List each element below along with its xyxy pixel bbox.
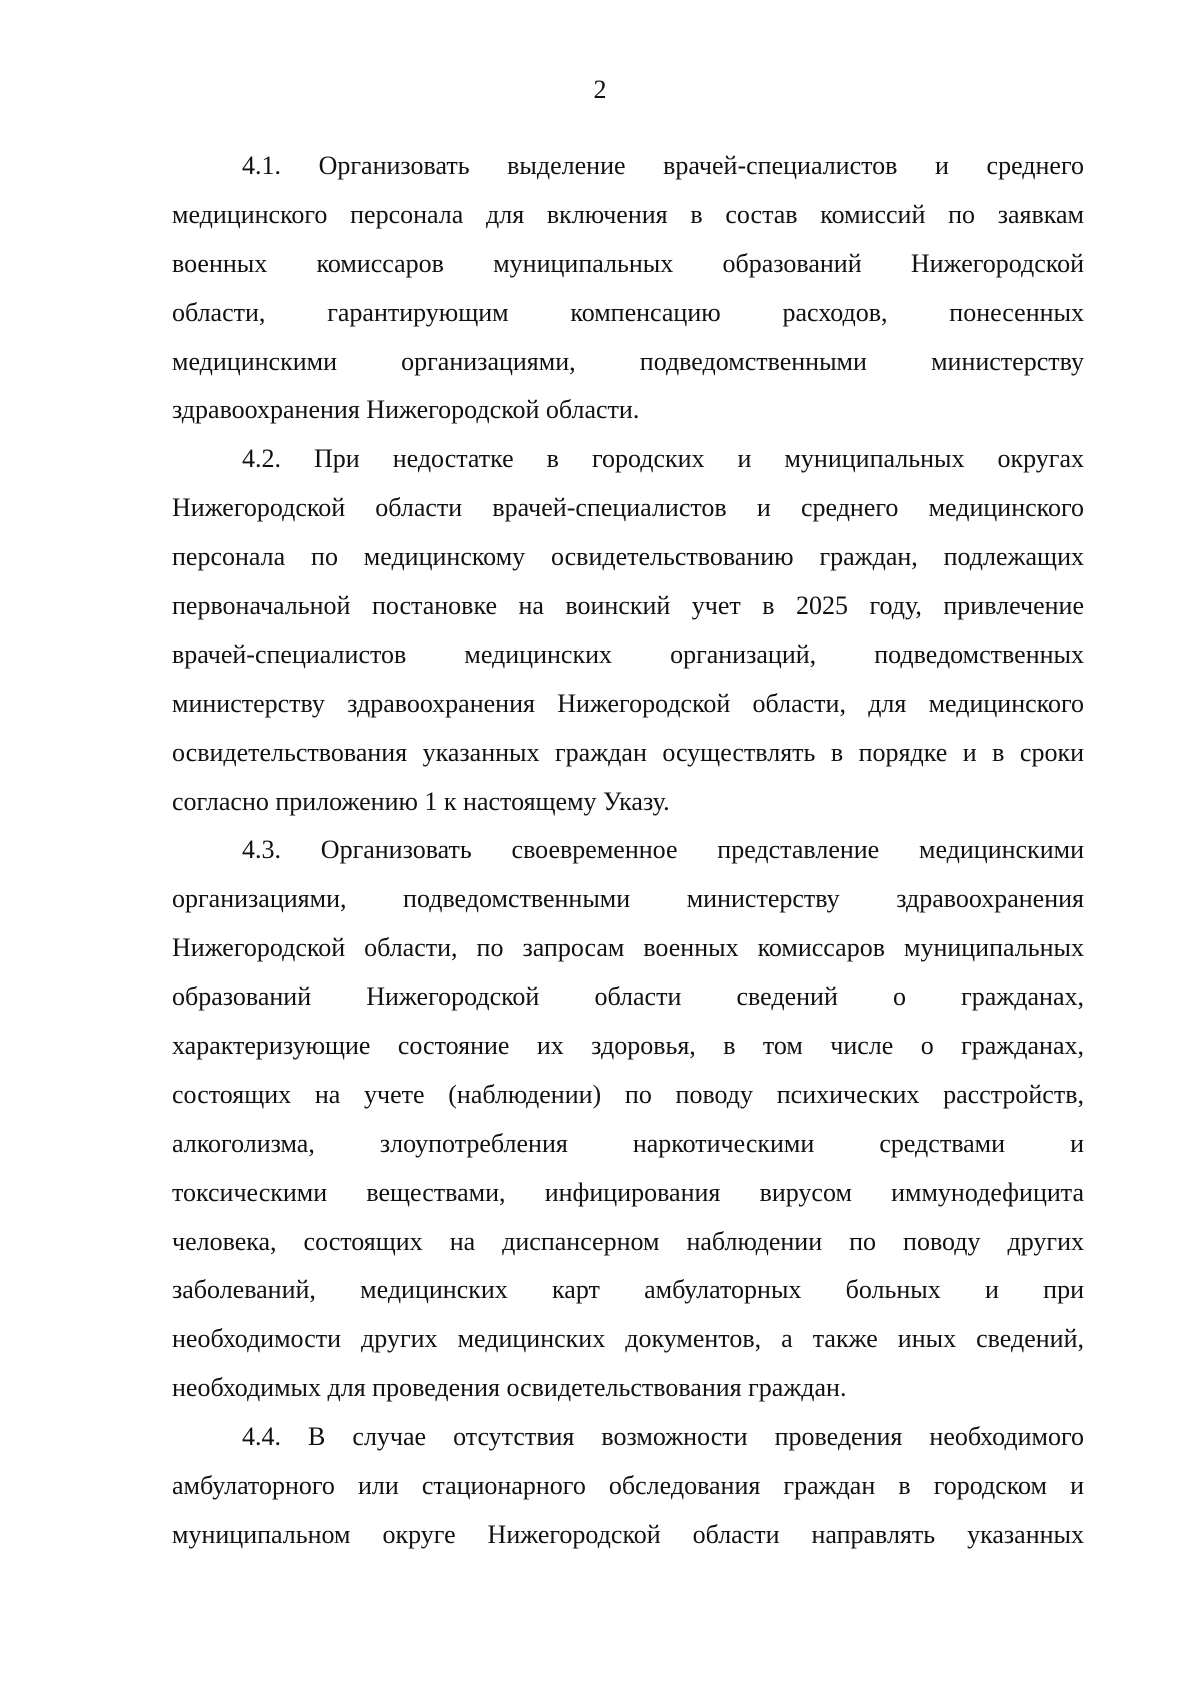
document-body <box>172 142 1084 1560</box>
paragraph-4-3 <box>172 826 1084 1413</box>
text-line: согласно приложению 1 к настоящему Указу. <box>172 786 670 816</box>
text-line: области, гарантирующим компенсацию расходов, понесенных <box>172 297 1084 327</box>
text-line: заболеваний, медицинских карт амбулаторных больных и при <box>172 1275 1084 1305</box>
text-line: 4.2. При недостатке в городских и муниципальных округах <box>242 444 1084 474</box>
text-line: характеризующие состояние их здоровья, в том числе о гражданах, <box>172 1031 1084 1061</box>
text-line: необходимых для проведения освидетельствования граждан. <box>172 1373 847 1403</box>
text-line: персонала по медицинскому освидетельствованию граждан, подлежащих <box>172 542 1084 572</box>
text-line: военных комиссаров муниципальных образований Нижегородской <box>172 248 1084 278</box>
page-number: 2 <box>593 75 607 104</box>
text-line: первоначальной постановке на воинский учет в 2025 году, привлечение <box>172 591 1084 621</box>
text-line: врачей-специалистов медицинских организаций, подведомственных <box>172 639 1084 669</box>
text-line: Нижегородской области, по запросам военных комиссаров муниципальных <box>172 933 1084 963</box>
text-line: медицинскими организациями, подведомственными министерству <box>172 346 1084 376</box>
text-line: 4.4. В случае отсутствия возможности проведения необходимого <box>242 1422 1084 1452</box>
text-line: образований Нижегородской области сведений о гражданах, <box>172 982 1084 1012</box>
text-line: освидетельствования указанных граждан осуществлять в порядке и в сроки <box>172 737 1084 767</box>
text-line: необходимости других медицинских документов, а также иных сведений, <box>172 1324 1084 1354</box>
text-line: токсическими веществами, инфицирования вирусом иммунодефицита <box>172 1177 1084 1207</box>
text-line: министерству здравоохранения Нижегородской области, для медицинского <box>172 688 1084 718</box>
text-line: 4.1. Организовать выделение врачей-специалистов и среднего <box>242 151 1084 180</box>
text-line: алкоголизма, злоупотребления наркотическими средствами и <box>172 1128 1084 1158</box>
paragraph-4-2 <box>172 435 1084 826</box>
text-line: муниципальном округе Нижегородской области направлять указанных <box>172 1519 1084 1549</box>
text-line: человека, состоящих на диспансерном наблюдении по поводу других <box>172 1226 1084 1256</box>
text-line: медицинского персонала для включения в состав комиссий по заявкам <box>172 199 1084 229</box>
text-line: здравоохранения Нижегородской области. <box>172 395 640 425</box>
text-line: Нижегородской области врачей-специалистов и среднего медицинского <box>172 493 1084 523</box>
text-line: 4.3. Организовать своевременное представление медицинскими <box>242 835 1084 865</box>
paragraph-4-1 <box>172 142 1084 435</box>
text-line: организациями, подведомственными министерству здравоохранения <box>172 884 1084 914</box>
text-line: состоящих на учете (наблюдении) по поводу психических расстройств, <box>172 1079 1084 1109</box>
paragraph-4-4 <box>172 1413 1084 1560</box>
text-line: амбулаторного или стационарного обследования граждан в городском и <box>172 1471 1084 1501</box>
